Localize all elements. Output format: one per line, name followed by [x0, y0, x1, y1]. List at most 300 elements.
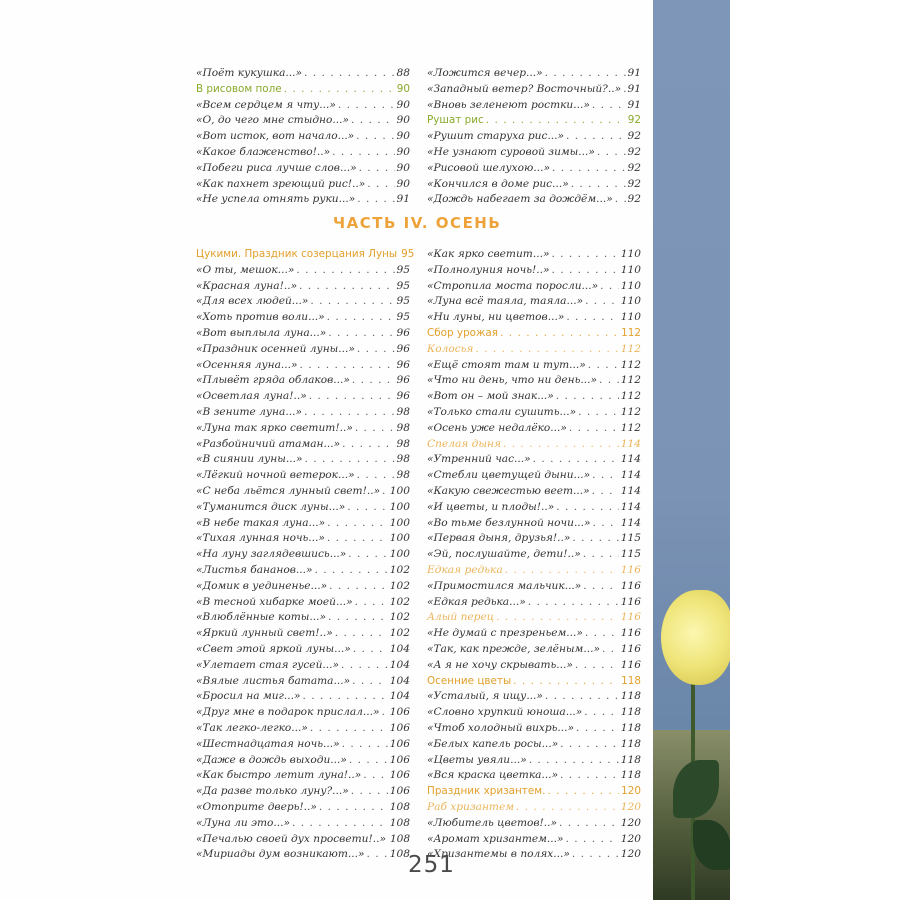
toc-entry: [427, 161, 641, 175]
toc-entry-title: «Туманится диск луны...»: [196, 500, 346, 513]
dot-leader: [560, 768, 619, 782]
dot-leader: [359, 161, 395, 175]
toc-entry-title: «Словно хрупкий юноша...»: [427, 706, 583, 719]
toc-entry-title: «Только стали сушить...»: [427, 406, 577, 418]
toc-entry-page: 95: [401, 248, 415, 260]
toc-entry: [427, 129, 641, 143]
toc-entry: [196, 437, 410, 451]
toc-entry-page: 112: [620, 406, 641, 418]
dot-leader: [566, 129, 625, 143]
toc-entry-page: 92: [627, 193, 641, 206]
dot-leader: [600, 279, 619, 293]
dot-leader: [352, 373, 395, 387]
toc-entry-page: 98: [396, 469, 410, 482]
toc-entry: [427, 66, 641, 80]
dot-leader: [367, 847, 388, 861]
toc-entry-page: 106: [389, 737, 410, 750]
toc-heading: [427, 113, 641, 127]
toc-entry-title: «Эй, послушайте, дети!..»: [427, 548, 581, 561]
toc-entry-title: «Белых капель росы...»: [427, 737, 559, 750]
toc-entry: [196, 516, 410, 530]
toc-entry-title: «Осень уже недалёко...»: [427, 421, 567, 434]
toc-entry-title: «Побеги риса лучше слов...»: [196, 161, 357, 174]
toc-entry-page: 110: [620, 311, 641, 324]
toc-entry: [196, 192, 410, 206]
toc-entry: [196, 847, 410, 861]
toc-entry: [196, 113, 410, 127]
toc-entry-title: «Любитель цветов!..»: [427, 816, 558, 829]
toc-entry: [427, 294, 641, 308]
dot-leader: [348, 547, 387, 561]
toc-entry-title: «Печалью своей дух просвети!..»: [196, 832, 386, 845]
toc-entry-title: «Осенняя луна...»: [196, 358, 298, 371]
toc-entry: [427, 816, 641, 830]
dot-leader: [551, 247, 618, 261]
toc-entry-page: 120: [620, 832, 641, 845]
dot-leader: [623, 82, 625, 96]
toc-entry-page: 116: [620, 595, 641, 608]
dot-leader: [566, 310, 618, 324]
toc-entry: [196, 642, 410, 656]
dot-leader: [335, 626, 388, 640]
dot-leader: [355, 595, 388, 609]
dot-leader: [304, 66, 395, 80]
toc-entry: [196, 658, 410, 672]
toc-entry: [196, 689, 410, 703]
toc-entry-page: 92: [627, 146, 641, 158]
dot-leader: [545, 689, 619, 703]
dot-leader: [602, 642, 619, 656]
toc-entry: [427, 595, 641, 609]
toc-entry-title: «Вот он – мой знак...»: [427, 390, 554, 403]
toc-entry: [427, 847, 641, 861]
dot-leader: [556, 500, 618, 514]
toc-heading: [427, 326, 641, 340]
toc-heading: [196, 247, 415, 261]
toc-entry: [427, 421, 641, 435]
toc-entry-page: 108: [389, 848, 410, 861]
dot-leader: [500, 326, 619, 340]
toc-entry: [196, 579, 410, 593]
dot-leader: [356, 129, 394, 143]
toc-entry-page: 95: [396, 311, 410, 324]
toc-entry-page: 118: [620, 753, 641, 766]
toc-entry-title: «Друг мне в подарок прислал...»: [196, 706, 380, 719]
toc-entry-title: «Аромат хризантем...»: [427, 832, 564, 845]
toc-entry-title: «Примостился мальчик...»: [427, 579, 582, 592]
toc-entry: [427, 658, 641, 672]
toc-entry-page: 91: [627, 98, 641, 111]
toc-entry-title: Сбор урожая: [427, 327, 498, 339]
toc-entry-title: «Ни луны, ни цветов...»: [427, 311, 565, 324]
toc-entry: [427, 642, 641, 656]
dot-leader: [338, 98, 395, 112]
toc-entry-title: «Так, как прежде, зелёным...»: [427, 643, 600, 655]
toc-entry-page: 104: [389, 643, 410, 655]
dot-leader: [310, 294, 394, 308]
toc-entry: [427, 279, 641, 293]
dot-leader: [505, 563, 619, 577]
toc-entry-title: «Вот исток, вот начало...»: [196, 130, 355, 143]
toc-entry-page: 98: [396, 421, 410, 434]
toc-entry-title: «В сиянии луны...»: [196, 453, 303, 466]
dot-leader: [559, 816, 619, 830]
toc-entry: [196, 610, 410, 624]
toc-entry-page: 108: [389, 801, 410, 813]
toc-entry: [196, 784, 410, 798]
toc-entry-page: 96: [396, 358, 410, 371]
toc-entry: [196, 279, 410, 293]
toc-entry-title: «Хризантемы в полях...»: [427, 848, 570, 861]
toc-entry-title: «Вот выплыла луна...»: [196, 327, 327, 339]
toc-entry-page: 116: [620, 627, 641, 640]
toc-entry-page: 112: [621, 327, 641, 339]
dot-leader: [547, 784, 619, 798]
dot-leader: [528, 595, 619, 609]
dot-leader: [351, 113, 395, 127]
toc-entry-title: «Кончился в доме рис...»: [427, 177, 569, 190]
toc-heading: [427, 437, 641, 451]
toc-entry-page: 112: [620, 390, 641, 403]
toc-entry-title: «Усталый, я ищу...»: [427, 690, 543, 703]
dot-leader: [551, 263, 618, 277]
toc-entry-title: «Ложится вечер...»: [427, 67, 543, 79]
toc-entry-title: «Утренний час...»: [427, 453, 531, 466]
toc-entry-page: 120: [620, 816, 641, 829]
toc-entry-title: «Бросил на миг...»: [196, 690, 301, 703]
toc-entry-title: Едкая редька: [427, 564, 503, 576]
dot-leader: [351, 784, 388, 798]
toc-entry-page: 115: [620, 548, 641, 561]
dot-leader: [299, 279, 394, 293]
toc-entry-title: «Так легко-легко...»: [196, 722, 308, 734]
toc-entry-page: 90: [396, 130, 410, 143]
dot-leader: [363, 768, 388, 782]
toc-entry: [196, 816, 410, 830]
toc-entry-title: «Что ни день, что ни день...»: [427, 374, 597, 387]
toc-entry-page: 91: [627, 67, 641, 79]
toc-entry-title: «Едкая редька...»: [427, 595, 526, 608]
dot-leader: [353, 642, 388, 656]
toc-entry-title: «Даже в дождь выходи...»: [196, 753, 347, 766]
toc-entry-page: 90: [396, 161, 410, 174]
toc-entry-page: 106: [389, 785, 410, 798]
toc-entry: [427, 177, 641, 191]
toc-entry-page: 98: [396, 406, 410, 418]
toc-entry-page: 112: [620, 374, 641, 387]
chrysanthemum-flower-icon: [661, 590, 730, 685]
toc-entry-title: «Дождь набегает за дождём...»: [427, 193, 613, 206]
toc-entry-title: «Всем сердцем я чту...»: [196, 98, 336, 111]
toc-entry: [427, 247, 641, 261]
toc-entry: [196, 98, 410, 112]
toc-entry: [196, 626, 410, 640]
dot-leader: [327, 531, 388, 545]
toc-entry-page: 106: [389, 722, 410, 734]
toc-entry-page: 114: [620, 485, 641, 497]
dot-leader: [569, 421, 619, 435]
toc-entry: [427, 405, 641, 419]
toc-entry-title: «Луна всё таяла, таяла...»: [427, 295, 584, 308]
toc-entry-page: 114: [620, 516, 641, 529]
dot-leader: [533, 452, 619, 466]
toc-entry-page: 106: [389, 753, 410, 766]
toc-entry-page: 120: [620, 801, 641, 813]
toc-entry: [196, 373, 410, 387]
toc-entry-title: «Плывёт гряда облаков...»: [196, 374, 350, 387]
dot-leader: [592, 98, 626, 112]
toc-entry-page: 106: [389, 769, 410, 782]
toc-entry-page: 104: [389, 690, 410, 703]
toc-entry: [196, 484, 410, 498]
toc-entry: [196, 595, 410, 609]
toc-entry-title: «Рисовой шелухою...»: [427, 161, 550, 174]
dot-leader: [327, 310, 395, 324]
toc-entry-title: «Поёт кукушка...»: [196, 67, 302, 79]
toc-entry-page: 120: [620, 848, 641, 861]
dot-leader: [284, 82, 395, 96]
toc-entry-page: 110: [620, 295, 641, 308]
toc-entry: [427, 516, 641, 530]
dot-leader: [342, 437, 394, 451]
toc-entry-title: «Луна ли это...»: [196, 816, 291, 829]
dot-leader: [615, 192, 626, 206]
toc-entry-title: «Отоприте дверь!..»: [196, 801, 317, 813]
toc-entry: [196, 389, 410, 403]
toc-entry-title: Праздник хризантем.: [427, 785, 546, 798]
dot-leader: [597, 145, 626, 159]
toc-entry-title: «Луна так ярко светит!..»: [196, 421, 353, 434]
dot-leader: [575, 658, 619, 672]
toc-entry-title: «Не думай с презреньем...»: [427, 627, 583, 640]
toc-entry-page: 104: [389, 658, 410, 671]
chrysanthemum-illustration: [653, 0, 730, 900]
toc-entry: [427, 373, 641, 387]
toc-entry: [427, 82, 641, 96]
toc-entry-page: 112: [620, 358, 641, 371]
toc-entry-page: 114: [620, 469, 641, 482]
toc-entry-title: Раб хризантем: [427, 801, 515, 813]
toc-entry-page: 98: [396, 437, 410, 450]
toc-entry-title: Осенние цветы: [427, 674, 512, 687]
toc-entry: [196, 674, 410, 688]
toc-entry: [427, 721, 641, 735]
toc-entry-page: 110: [620, 248, 641, 260]
dot-leader: [296, 263, 394, 277]
toc-entry: [196, 405, 410, 419]
toc-entry: [427, 389, 641, 403]
toc-entry-title: Колосья: [427, 342, 474, 355]
toc-entry-page: 100: [389, 516, 410, 529]
toc-entry: [196, 358, 410, 372]
toc-entry: [196, 145, 410, 159]
toc-entry: [196, 129, 410, 143]
toc-entry: [196, 326, 410, 340]
toc-entry-title: «С неба льётся лунный свет!..»: [196, 485, 381, 497]
dot-leader: [357, 192, 394, 206]
toc-entry-title: «В небе такая луна...»: [196, 516, 326, 529]
dot-leader: [529, 753, 619, 767]
toc-entry: [196, 768, 410, 782]
dot-leader: [314, 563, 387, 577]
toc-entry-page: 112: [620, 342, 641, 355]
dot-leader: [566, 832, 619, 846]
toc-heading: [427, 674, 641, 688]
toc-entry: [427, 500, 641, 514]
toc-entry-title: «Праздник осенней луны...»: [196, 342, 355, 355]
toc-entry-title: «И цветы, и плоды!..»: [427, 500, 555, 513]
section-title: ЧАСТЬ IV. ОСЕНЬ: [333, 214, 502, 232]
dot-leader: [329, 579, 388, 593]
dot-leader: [513, 674, 619, 688]
toc-entry-title: «Яркий лунный свет!..»: [196, 627, 333, 640]
toc-entry-title: Рушат рис: [427, 114, 484, 127]
toc-entry: [427, 705, 641, 719]
toc-entry: [196, 161, 410, 175]
dot-leader: [303, 689, 388, 703]
dot-leader: [304, 452, 394, 466]
dot-leader: [347, 500, 388, 514]
toc-entry: [196, 452, 410, 466]
dot-leader: [292, 816, 388, 830]
dot-leader: [496, 610, 619, 624]
toc-entry-page: 92: [627, 161, 641, 174]
dot-leader: [552, 161, 626, 175]
toc-entry-page: 108: [389, 816, 410, 829]
toc-entry-page: 104: [389, 674, 410, 687]
toc-entry: [196, 547, 410, 561]
toc-entry-page: 116: [620, 579, 641, 592]
toc-entry-page: 118: [621, 674, 641, 687]
toc-entry-title: «Ещё стоят там и тут...»: [427, 358, 586, 371]
dot-leader: [355, 421, 395, 435]
toc-entry-title: «Шестнадцатая ночь...»: [196, 737, 340, 750]
dot-leader: [583, 579, 618, 593]
toc-entry-page: 106: [389, 706, 410, 719]
toc-heading: [196, 82, 410, 96]
toc-entry-title: «Западный ветер? Восточный?..»: [427, 82, 622, 95]
toc-entry: [196, 705, 410, 719]
toc-entry: [427, 468, 641, 482]
toc-entry: [427, 626, 641, 640]
toc-entry-title: «Лёгкий ночной ветерок...»: [196, 469, 355, 482]
toc-entry-page: 96: [396, 390, 410, 403]
toc-entry-page: 96: [396, 327, 410, 339]
toc-entry-page: 100: [389, 548, 410, 561]
toc-entry: [427, 358, 641, 372]
toc-entry-title: «Тихая лунная ночь...»: [196, 532, 325, 545]
toc-heading: [427, 342, 641, 356]
toc-entry-title: «Вялые листья батата...»: [196, 674, 351, 687]
toc-entry-page: 120: [621, 785, 641, 798]
dot-leader: [516, 800, 619, 814]
dot-leader: [585, 626, 619, 640]
toc-heading: [427, 784, 641, 798]
toc-entry-title: «Хоть против воли...»: [196, 311, 325, 324]
toc-entry: [196, 468, 410, 482]
toc-entry: [427, 310, 641, 324]
dot-leader: [341, 658, 388, 672]
dot-leader: [328, 326, 394, 340]
toc-entry-page: 116: [620, 643, 641, 655]
toc-entry-page: 102: [389, 564, 410, 576]
toc-entry-title: «Как пахнет зреющий рис!..»: [196, 177, 366, 190]
dot-leader: [367, 177, 394, 191]
toc-entry-page: 100: [389, 532, 410, 545]
toc-entry-page: 92: [627, 177, 641, 190]
toc-entry-title: «Стебли цветущей дыни...»: [427, 469, 591, 482]
toc-entry-title: «Листья бананов...»: [196, 564, 313, 576]
toc-entry-title: Алый перец: [427, 611, 495, 624]
toc-entry-page: 102: [389, 611, 410, 624]
toc-entry-title: «Домик в уединенье...»: [196, 579, 328, 592]
toc-entry-title: «Чтоб холодный вихрь...»: [427, 722, 575, 734]
toc-entry-page: 91: [627, 82, 641, 95]
dot-leader: [475, 342, 618, 356]
toc-entry: [427, 98, 641, 112]
dot-leader: [572, 531, 618, 545]
toc-entry-title: «Во тьме безлунной ночи...»: [427, 516, 591, 529]
toc-entry: [196, 310, 410, 324]
toc-entry: [196, 737, 410, 751]
toc-entry: [196, 721, 410, 735]
toc-entry-title: «Красная луна!..»: [196, 279, 298, 292]
toc-entry-title: Цукими. Праздник созерцания Луны: [196, 248, 398, 260]
toc-entry: [196, 263, 410, 277]
toc-entry-page: 116: [620, 658, 641, 671]
toc-entry-page: 102: [389, 595, 410, 608]
toc-entry-title: «В зените луна...»: [196, 406, 302, 418]
toc-entry: [196, 294, 410, 308]
dot-leader: [503, 437, 619, 451]
dot-leader: [352, 674, 388, 688]
toc-entry: [427, 579, 641, 593]
dot-leader: [342, 737, 388, 751]
toc-entry-title: «Не узнают суровой зимы...»: [427, 146, 595, 158]
toc-heading: [427, 610, 641, 624]
page-number: 251: [408, 852, 455, 878]
dot-leader: [382, 484, 388, 498]
toc-entry-page: 95: [396, 295, 410, 308]
toc-entry-title: «Свет этой яркой луны...»: [196, 643, 351, 655]
dot-leader: [599, 373, 619, 387]
dot-leader: [578, 405, 619, 419]
toc-entry-title: «Вся краска цветка...»: [427, 769, 559, 782]
dot-leader: [592, 468, 619, 482]
toc-entry: [196, 800, 410, 814]
dot-leader: [572, 847, 619, 861]
toc-entry-title: «Мириады дум возникают...»: [196, 848, 365, 861]
dot-leader: [332, 145, 394, 159]
dot-leader: [556, 389, 619, 403]
dot-leader: [576, 721, 619, 735]
toc-entry-title: «Осветлая луна!..»: [196, 390, 307, 403]
toc-entry-title: «Стропила моста поросли...»: [427, 279, 599, 292]
dot-leader: [304, 405, 395, 419]
toc-entry: [196, 500, 410, 514]
toc-entry-page: 91: [396, 193, 410, 206]
toc-entry-title: «Первая дыня, друзья!..»: [427, 532, 571, 545]
toc-entry: [196, 177, 410, 191]
page-margin: [730, 0, 900, 900]
toc-entry-page: 114: [620, 453, 641, 466]
toc-entry-page: 90: [396, 98, 410, 111]
dot-leader: [328, 610, 388, 624]
dot-leader: [349, 753, 388, 767]
toc-entry-page: 102: [389, 627, 410, 640]
toc-entry: [427, 452, 641, 466]
dot-leader: [382, 705, 388, 719]
